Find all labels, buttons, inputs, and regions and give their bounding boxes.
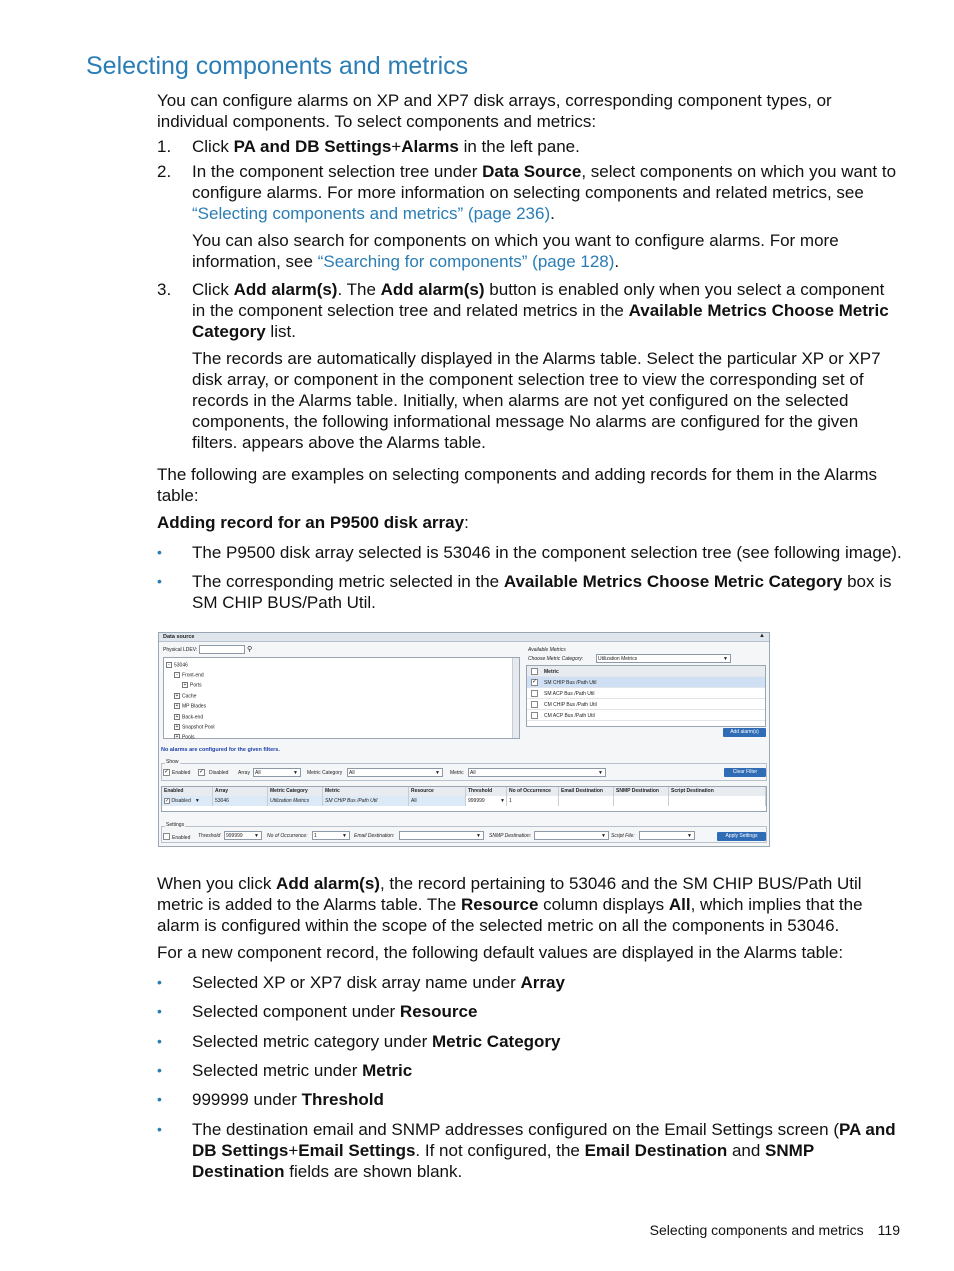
metric-filter-select[interactable]: All ▼	[468, 768, 606, 777]
tree-node-back-end[interactable]: + Back-end	[175, 714, 204, 721]
chevron-down-icon: ▼	[687, 833, 692, 839]
tree-node-53046[interactable]: - 53046	[166, 662, 188, 668]
bullet-icon: •	[157, 1033, 162, 1049]
column-header[interactable]: Resource	[409, 787, 466, 796]
column-header[interactable]: Script Destination	[669, 787, 766, 796]
column-header[interactable]: Metric	[323, 787, 409, 796]
bullet-icon: •	[157, 544, 162, 560]
array-filter-label: Array	[238, 770, 250, 776]
alarms-screenshot	[158, 632, 770, 847]
cross-reference-link[interactable]: “Selecting components and metrics” (page 236)	[192, 204, 551, 223]
chevron-down-icon: ▼	[601, 833, 606, 839]
row-checkbox: ✓	[165, 797, 170, 804]
bullet-icon: •	[157, 1091, 162, 1107]
array-filter-select[interactable]: All ▼	[253, 768, 301, 777]
step-2: In the component selection tree under Data Source, select components on which you want to configure alarms. For more information on selecting components and related metrics, see “Selecting components and metrics” (page 236).	[192, 162, 897, 223]
data-source-title: Data source	[163, 634, 195, 640]
step-1: Click PA and DB Settings+Alarms in the left pane.	[192, 137, 580, 156]
default-bullet: Selected XP or XP7 disk array name under Array	[192, 973, 565, 992]
tree-node-ports[interactable]: + Ports	[183, 682, 202, 689]
step-number: 1.	[157, 137, 172, 156]
script-destination-cell[interactable]	[669, 796, 766, 806]
example-bullet-2: The corresponding metric selected in the Available Metrics Choose Metric Category box is SM CHIP BUS/Path Util.	[192, 572, 892, 612]
column-header[interactable]: Email Destination	[559, 787, 614, 796]
settings-label: Settings	[166, 822, 185, 828]
step-3-note: The records are automatically displayed in the Alarms table. Select the particular XP or XP7 disk array, or component in the component selection tree to view the corresponding set of records in the Alarms table. Initially, when alarms are not yet configured on the selected components, the following informational message No alarms are configured for the given filters. appears above the Alarms table.	[192, 349, 881, 452]
column-header[interactable]: No of Occurrence	[507, 787, 559, 796]
chevron-down-icon: ▼	[500, 798, 505, 804]
chevron-down-icon: ▼	[254, 833, 259, 839]
table-cell: Utilization Metrics	[268, 796, 323, 806]
email-settings-bullet: The destination email and SNMP addresses configured on the Email Settings screen (PA and DB Settings+Email Settings. If not configured, the Email Destination and SNMP Destination fields are shown blank.	[192, 1120, 896, 1181]
settings-threshold-input[interactable]: 999999 ▼	[224, 831, 262, 840]
tree-node-mp-blades[interactable]: + MP Blades	[175, 703, 207, 710]
settings-snmp-select[interactable]	[534, 831, 609, 840]
metric-row[interactable]: CM CHIP Bus /Path Util	[527, 699, 765, 710]
footer-section-title: Selecting components and metrics	[649, 1222, 864, 1238]
page-number: 119	[877, 1222, 900, 1238]
enabled-checkbox[interactable]: ✓	[164, 769, 170, 775]
chevron-down-icon: ▼	[194, 798, 200, 804]
metric-category-filter-label: Metric Category	[307, 770, 343, 776]
expand-node-icon: +	[175, 724, 179, 730]
tree-node-pools[interactable]: + Pools	[175, 734, 195, 739]
table-cell: All	[409, 796, 466, 806]
chevron-down-icon: ▼	[476, 833, 481, 839]
settings-occurrence-input[interactable]: 1 ▼	[312, 831, 350, 840]
settings-script-label: Script File:	[611, 833, 635, 839]
tree-node-cache[interactable]: + Cache	[175, 693, 197, 700]
show-label: Show	[166, 759, 179, 765]
metrics-list	[526, 665, 766, 727]
available-metrics-label: Available Metrics	[528, 647, 566, 653]
settings-enabled-label: Enabled	[172, 835, 191, 841]
expand-node-icon: +	[175, 734, 179, 739]
metric-category-filter-select[interactable]: All ▼	[347, 768, 443, 777]
page-footer	[620, 1222, 900, 1238]
add-alarm-button[interactable]: Add alarm(s)	[723, 728, 766, 737]
expand-node-icon: +	[175, 693, 179, 699]
expand-node-icon: +	[175, 703, 179, 709]
column-header[interactable]: Enabled	[162, 787, 213, 796]
checkbox	[531, 712, 538, 719]
tree-scrollbar[interactable]	[512, 658, 519, 738]
no-alarms-message: No alarms are configured for the given filters.	[161, 747, 280, 753]
checkbox-checked: ✓	[532, 679, 538, 685]
data-source-titlebar	[159, 633, 769, 642]
column-header[interactable]: Threshold	[466, 787, 507, 796]
table-cell-enabled[interactable]: ✓ Disabled ▼	[162, 796, 213, 806]
bullet-icon: •	[157, 1062, 162, 1078]
example-bullet-1: The P9500 disk array selected is 53046 in the component selection tree (see following image).	[192, 543, 902, 562]
metric-row[interactable]: SM ACP Bus /Path Util	[527, 688, 765, 699]
show-filter-group	[161, 759, 767, 781]
enabled-label: Enabled	[172, 770, 191, 776]
checkbox	[531, 690, 538, 697]
examples-intro: The following are examples on selecting components and adding records for them in the Alarms table:	[157, 465, 878, 505]
table-cell: 53046	[213, 796, 268, 806]
intro-paragraph: You can configure alarms on XP and XP7 disk arrays, corresponding component types, or individual components. To select components and metrics:	[157, 91, 832, 131]
threshold-cell-input[interactable]: 999999 ▼	[468, 798, 505, 804]
example-heading: Adding record for an P9500 disk array:	[157, 513, 469, 532]
step-2-note: You can also search for components on which you want to configure alarms. For more information, see “Searching for components” (page 128).	[192, 231, 839, 271]
bullet-icon: •	[157, 1003, 162, 1019]
column-header[interactable]: Metric Category	[268, 787, 323, 796]
checkbox	[531, 701, 538, 708]
settings-script-select[interactable]	[639, 831, 695, 840]
metrics-header: Metric	[527, 666, 765, 677]
disabled-label: Disabled	[209, 770, 229, 776]
chevron-down-icon: ▼	[435, 770, 440, 776]
expand-node-icon: +	[183, 682, 187, 688]
collapse-node-icon: -	[174, 672, 180, 678]
column-header[interactable]: Array	[213, 787, 268, 796]
settings-enabled-checkbox[interactable]	[163, 833, 170, 840]
default-bullet: Selected component under Resource	[192, 1002, 478, 1021]
settings-email-label: Email Destination:	[354, 833, 395, 839]
bullet-icon: •	[157, 974, 162, 990]
metric-row[interactable]: ✓ SM CHIP Bus /Path Util	[527, 677, 765, 688]
cross-reference-link[interactable]: “Searching for components” (page 128)	[317, 252, 615, 271]
metric-filter-label: Metric	[450, 770, 464, 776]
settings-threshold-label: Threshold	[198, 833, 221, 839]
bullet-icon: •	[157, 1121, 162, 1137]
alarms-table	[161, 786, 767, 812]
default-bullet: 999999 under Threshold	[192, 1090, 384, 1109]
defaults-intro: For a new component record, the following default values are displayed in the Alarms table:	[157, 943, 844, 962]
tree-node-snapshot-pool[interactable]: + Snapshot Pool	[175, 724, 215, 731]
settings-snmp-label: SNMP Destination:	[489, 833, 532, 839]
after-image-paragraph: When you click Add alarm(s), the record pertaining to 53046 and the SM CHIP BUS/Path Util metric is added to the Alarms table. The Resource column displays All, which implies that the alarm is configured within the scope of the selected metric on all the components in 53046.	[157, 874, 863, 935]
search-icon[interactable]: ⚲	[247, 646, 253, 653]
table-cell: SM CHIP Bus /Path Util	[323, 796, 409, 806]
physical-ldev-label: Physical LDEV:	[163, 647, 198, 653]
step-3: Click Add alarm(s). The Add alarm(s) button is enabled only when you select a component in the component selection tree and related metrics in the Available Metrics Choose Metric Category list.	[192, 280, 889, 341]
step-number: 2.	[157, 162, 172, 181]
chevron-down-icon: ▼	[342, 833, 347, 839]
occurrence-cell-input[interactable]: 1	[507, 796, 559, 806]
chevron-down-icon: ▼	[293, 770, 298, 776]
snmp-destination-cell[interactable]	[614, 796, 669, 806]
disabled-checkbox[interactable]: ✓	[199, 769, 205, 775]
tree-node-front-end[interactable]: - Front-end	[174, 672, 204, 678]
metric-row[interactable]: CM ACP Bus /Path Util	[527, 710, 765, 721]
clear-filter-button[interactable]: Clear Filter	[724, 768, 766, 777]
column-header[interactable]: SNMP Destination	[614, 787, 669, 796]
page-title: Selecting components and metrics	[86, 52, 469, 80]
default-bullet: Selected metric under Metric	[192, 1061, 413, 1080]
collapse-node-icon: -	[166, 662, 172, 668]
step-number: 3.	[157, 280, 172, 299]
select-all-checkbox[interactable]	[531, 668, 538, 675]
settings-email-select[interactable]	[399, 831, 484, 840]
bullet-icon: •	[157, 573, 162, 589]
chevron-down-icon: ▼	[723, 656, 728, 662]
collapse-icon[interactable]: ▲	[759, 633, 765, 639]
apply-settings-button[interactable]: Apply Settings	[717, 832, 766, 841]
chevron-down-icon: ▼	[598, 770, 603, 776]
default-bullet: Selected metric category under Metric Category	[192, 1032, 561, 1051]
component-tree	[163, 657, 520, 739]
physical-ldev-input[interactable]	[199, 645, 245, 654]
settings-occurrence-label: No of Occurrence:	[267, 833, 308, 839]
email-destination-cell[interactable]	[559, 796, 614, 806]
expand-node-icon: +	[175, 714, 179, 720]
choose-category-label: Choose Metric Category:	[528, 656, 584, 662]
metric-category-select[interactable]: Utilization Metrics ▼	[596, 654, 731, 663]
